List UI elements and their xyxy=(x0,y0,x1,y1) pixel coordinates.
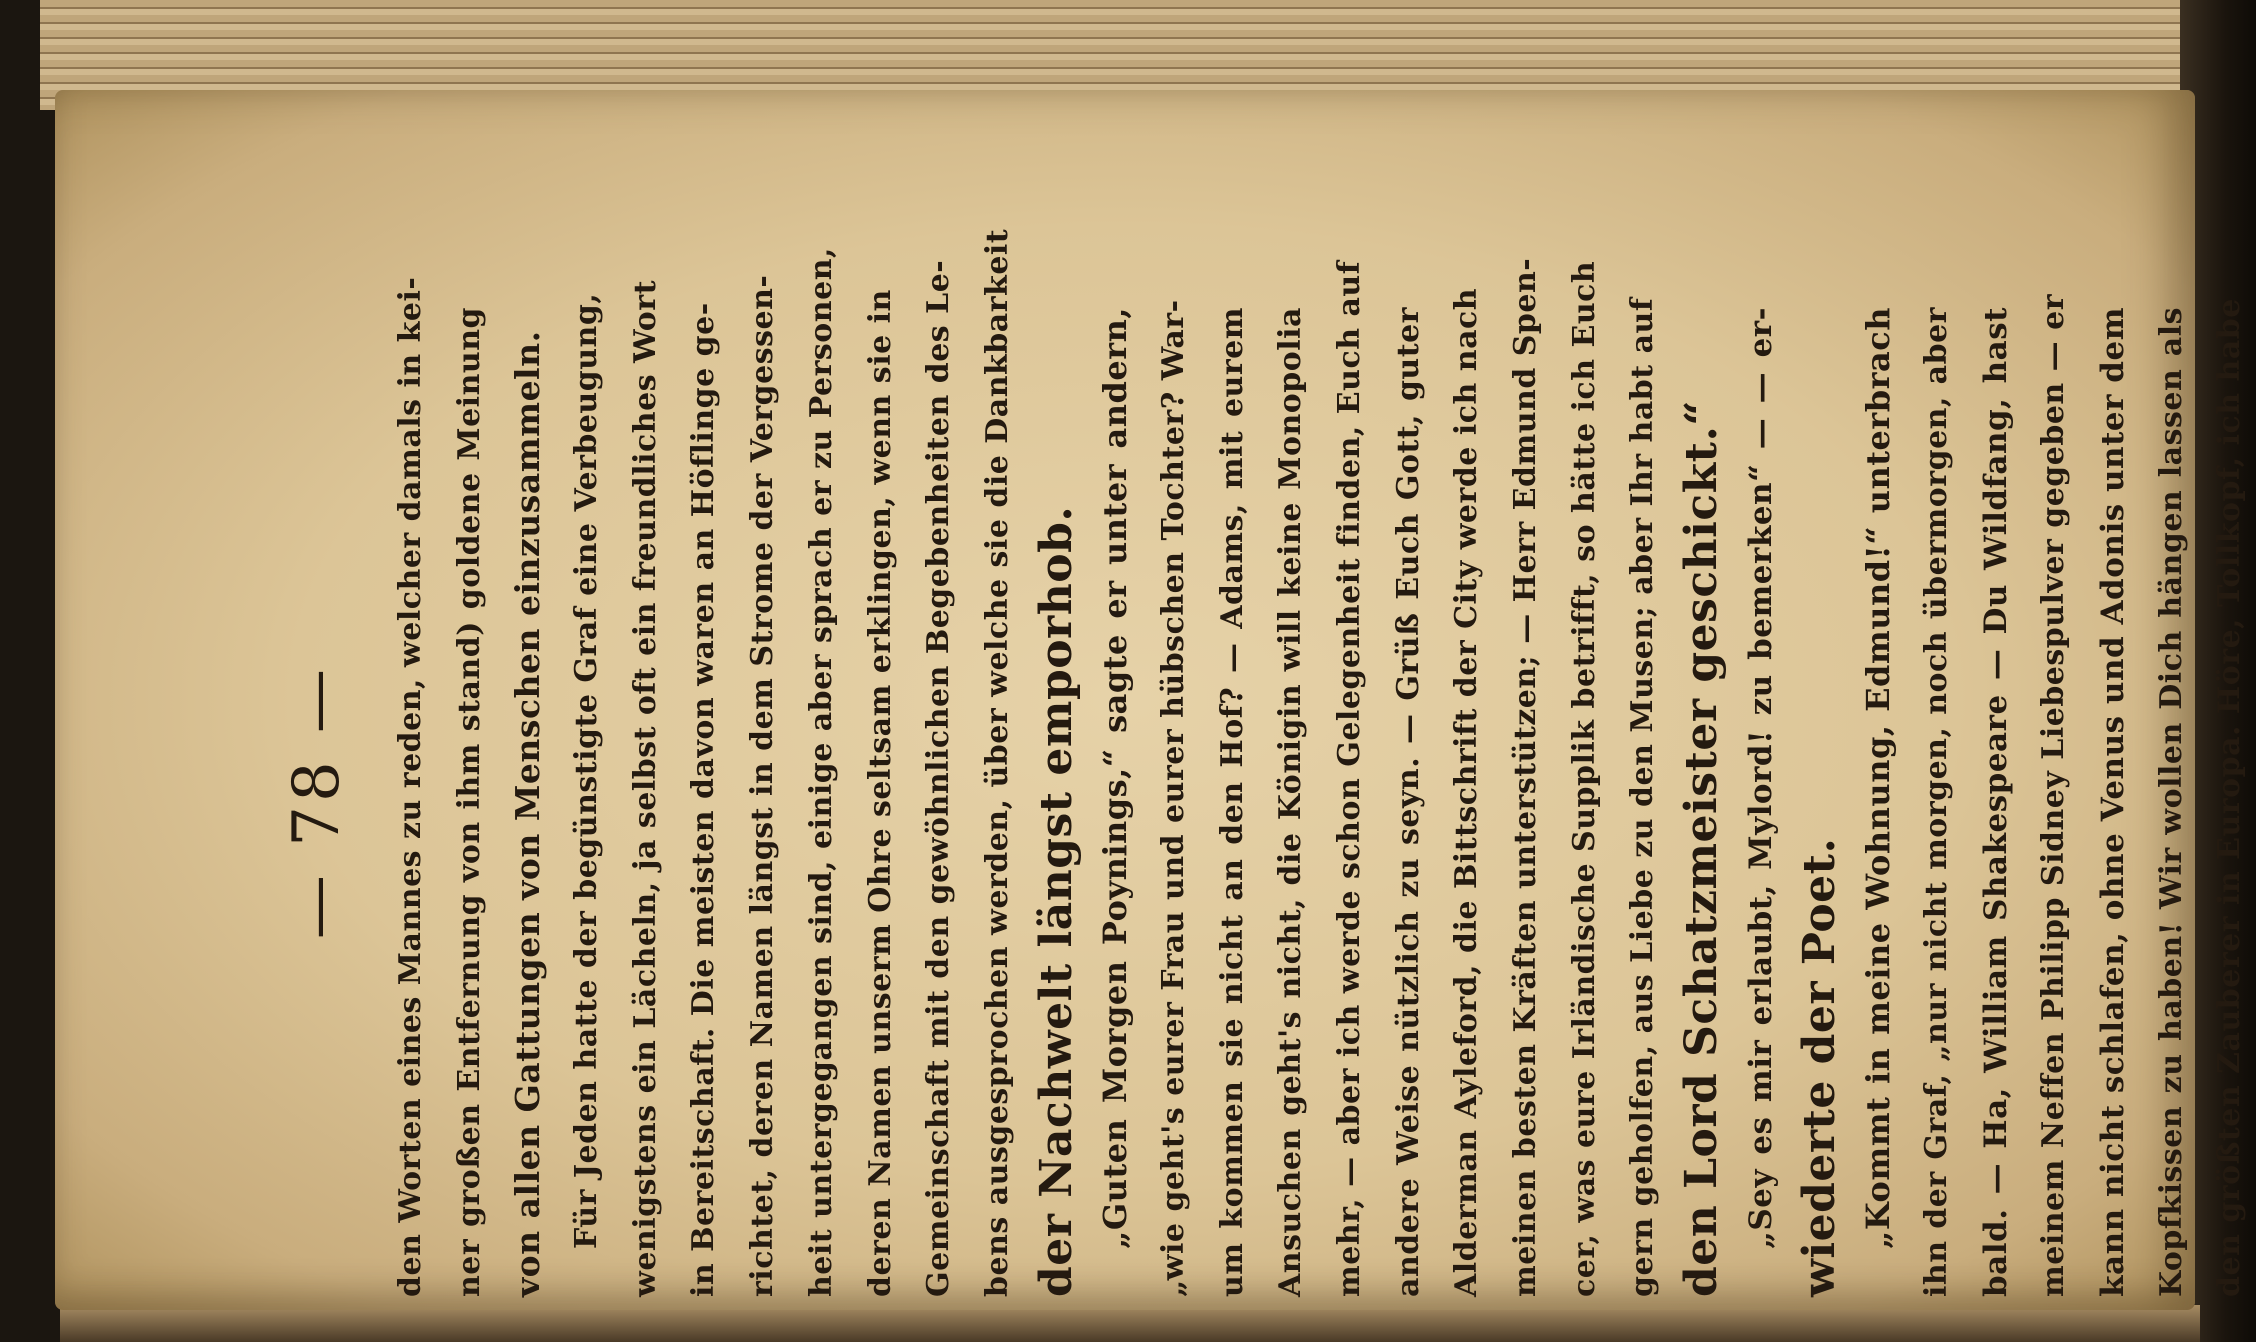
facing-page-edge xyxy=(60,1305,2200,1342)
text-line: wenigstens ein Lächeln, ja selbst oft ein freundliches Wort xyxy=(627,280,663,1297)
text-line: Alderman Ayleford, die Bittschrift der City werde ich nach xyxy=(1449,287,1485,1297)
text-line: bald. — Ha, William Shakespeare — Du Wildfang, hast xyxy=(1977,307,2014,1297)
text-line: bens ausgesprochen werden, über welche sie die Dankbarkeit xyxy=(979,228,1015,1297)
text-line: ner großen Entfernung von ihm stand) goldene Meinung xyxy=(451,307,487,1297)
text-line: cer, was eure Irländische Supplik betrifft, so hätte ich Euch xyxy=(1566,260,1602,1297)
page-number: — 78 — xyxy=(280,664,354,940)
text-line: heit untergegangen sind, einige aber sprach er zu Personen, xyxy=(803,247,839,1297)
text-line: richtet, deren Namen längst in dem Strome der Vergessen- xyxy=(745,274,781,1297)
text-line: den Lord Schatzmeister geschickt.“ xyxy=(1676,399,1728,1297)
text-line: den größten Zauberer in Europa. Höre, Tollkopf, ich habe xyxy=(2212,298,2248,1297)
text-line: Kopfkissen zu haben! Wir wollen Dich hängen lassen als xyxy=(2153,307,2189,1297)
text-line: deren Namen unserm Ohre seltsam erklingen, wenn sie in xyxy=(862,289,898,1297)
text-line: „Kommt in meine Wohnung, Edmund!“ unterbrach xyxy=(1859,307,1898,1249)
page-text-block xyxy=(262,228,2248,1297)
text-line: wiederte der Poet. xyxy=(1793,837,1845,1297)
text-line: Für Jeden hatte der begünstigte Graf eine Verbeugung, xyxy=(569,292,605,1249)
text-line: um kommen sie nicht an den Hof? — Adams, mit eurem xyxy=(1214,307,1250,1297)
text-line: andere Weise nützlich zu seyn. — Grüß Euch Gott, guter xyxy=(1390,307,1426,1297)
text-line: meinem Neffen Philipp Sidney Liebespulver gegeben — er xyxy=(2036,293,2072,1297)
text-line: „Sey es mir erlaubt, Mylord! zu bemerken“ — — er- xyxy=(1742,307,1779,1249)
text-line: Gemeinschaft mit den gewöhnlichen Begebenheiten des Le- xyxy=(921,259,957,1297)
text-line: mehr, — aber ich werde schon Gelegenheit finden, Euch auf xyxy=(1332,260,1367,1297)
text-line: der Nachwelt längst emporhob. xyxy=(1030,505,1082,1297)
text-line: den Worten eines Mannes zu reden, welcher damals in kei- xyxy=(393,276,428,1297)
text-lines xyxy=(382,228,2256,1297)
text-line: gern geholfen, aus Liebe zu den Musen; aber Ihr habt auf xyxy=(1625,297,1661,1297)
text-line: ihn der Graf, „nur nicht morgen, noch übermorgen, aber xyxy=(1918,307,1954,1297)
text-line: von allen Gattungen von Menschen einzusammeln. xyxy=(508,330,548,1297)
text-line: „Guten Morgen Poynings,“ sagte er unter andern, xyxy=(1096,307,1135,1249)
text-line: „wie geht's eurer Frau und eurer hübschen Tochter? War- xyxy=(1155,299,1191,1297)
text-line: in Bereitschaft. Die meisten davon waren an Höflinge ge- xyxy=(686,302,722,1297)
text-line: Ansuchen geht's nicht, die Königin will keine Monopolia xyxy=(1273,307,1309,1297)
text-line: meinen besten Kräften unterstützen; — Herr Edmund Spen- xyxy=(1508,257,1544,1297)
text-line: kann nicht schlafen, ohne Venus und Adonis unter dem xyxy=(2094,307,2131,1297)
